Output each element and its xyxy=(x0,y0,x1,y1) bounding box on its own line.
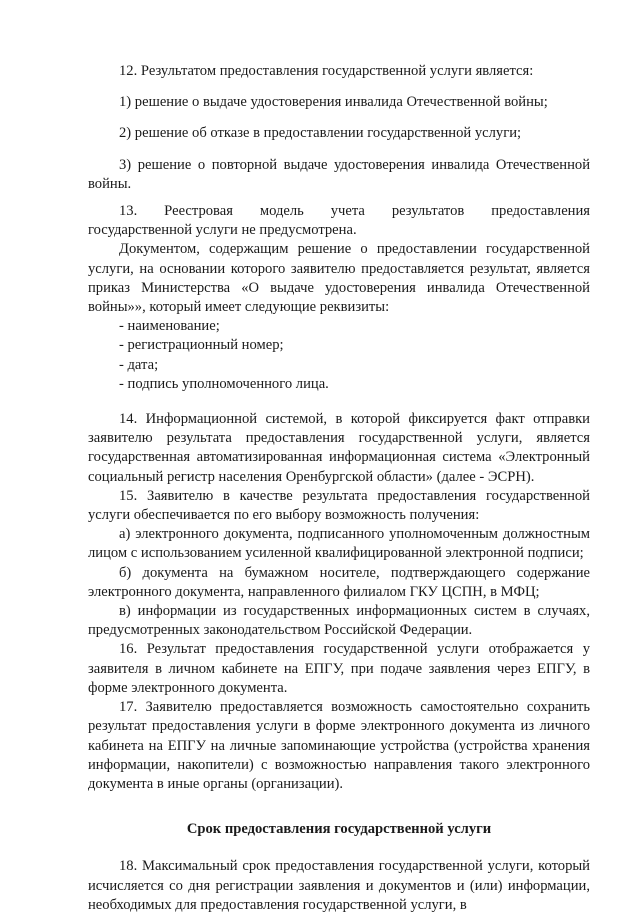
p13-word: 13. xyxy=(119,203,138,220)
p13-word: учета xyxy=(330,203,365,220)
paragraph-15-b: б) документа на бумажном носителе, подтверждающего содержание электронного документа, направленного филиалом ГКУ ЦСПН, в МФЦ; xyxy=(88,564,590,600)
paragraph-document: Документом, содержащим решение о предоставлении государственной услуги, на основании которого заявителю предоставляется результат, является приказ Министерства «О выдаче удостоверения инвалида Отечественной войны»», который имеет следующие реквизиты: xyxy=(88,241,590,316)
requisite-item: - подпись уполномоченного лица. xyxy=(119,375,329,392)
paragraph-13-end: государственной услуги не предусмотрена. xyxy=(88,222,357,239)
p13-word: результатов xyxy=(391,203,465,220)
paragraph-12-item-1: 1) решение о выдаче удостоверения инвалида Отечественной войны; xyxy=(119,94,548,111)
paragraph-18: 18. Максимальный срок предоставления государственной услуги, который исчисляется со дня регистрации заявления и документов и (или) информации, необходимых для предоставления государственной услуги, в xyxy=(88,858,590,913)
paragraph-15-intro: 15. Заявителю в качестве результата предоставления государственной услуги обеспечивается по его выбору возможность получения: xyxy=(88,487,590,524)
paragraph-12-item-2: 2) решение об отказе в предоставлении государственной услуги; xyxy=(119,125,522,142)
p13-word: Реестровая xyxy=(164,203,233,220)
paragraph-12-intro: 12. Результатом предоставления государственной услуги является: xyxy=(119,63,534,79)
paragraph-16: 16. Результат предоставления государственной услуги отображается у заявителя в личном кабинете на ЕПГУ, при подаче заявления через ЕПГУ, в форме электронного документа. xyxy=(88,641,590,696)
p13-word: предоставления xyxy=(491,203,590,220)
paragraph-15-c: в) информации из государственных информационных систем в случаях, предусмотренных законодательством Российской Федерации. xyxy=(88,603,590,639)
paragraph-13-first-line xyxy=(88,202,590,221)
requisite-item: - дата; xyxy=(119,356,159,373)
section-heading: Срок предоставления государственной услуги xyxy=(186,821,492,838)
paragraph-12-item-3: 3) решение о повторной выдаче удостоверения инвалида Отечественной войны. xyxy=(88,156,590,192)
paragraph-14: 14. Информационной системой, в которой фиксируется факт отправки заявителю результата предоставления государственной услуги, является государственная автоматизированная информационная система «Электронный социальный регистр населения Оренбургской области» (далее - ЭСРН). xyxy=(88,411,590,485)
p13-word: модель xyxy=(259,203,304,220)
document-page xyxy=(88,62,590,915)
paragraph-17: 17. Заявителю предоставляется возможность самостоятельно сохранить результат предоставления услуги в форме электронного документа из личного кабинета на ЕПГУ на личные запоминающие устройства (устройства хранения информации, накопители) с возможностью направления такого электронного документа в иные органы (организации). xyxy=(88,699,590,792)
requisite-item: - регистрационный номер; xyxy=(119,337,284,354)
paragraph-15-a: а) электронного документа, подписанного уполномоченным должностным лицом с использованием усиленной квалифицированной электронной подписи; xyxy=(88,526,590,562)
requisite-item: - наименование; xyxy=(119,318,220,335)
